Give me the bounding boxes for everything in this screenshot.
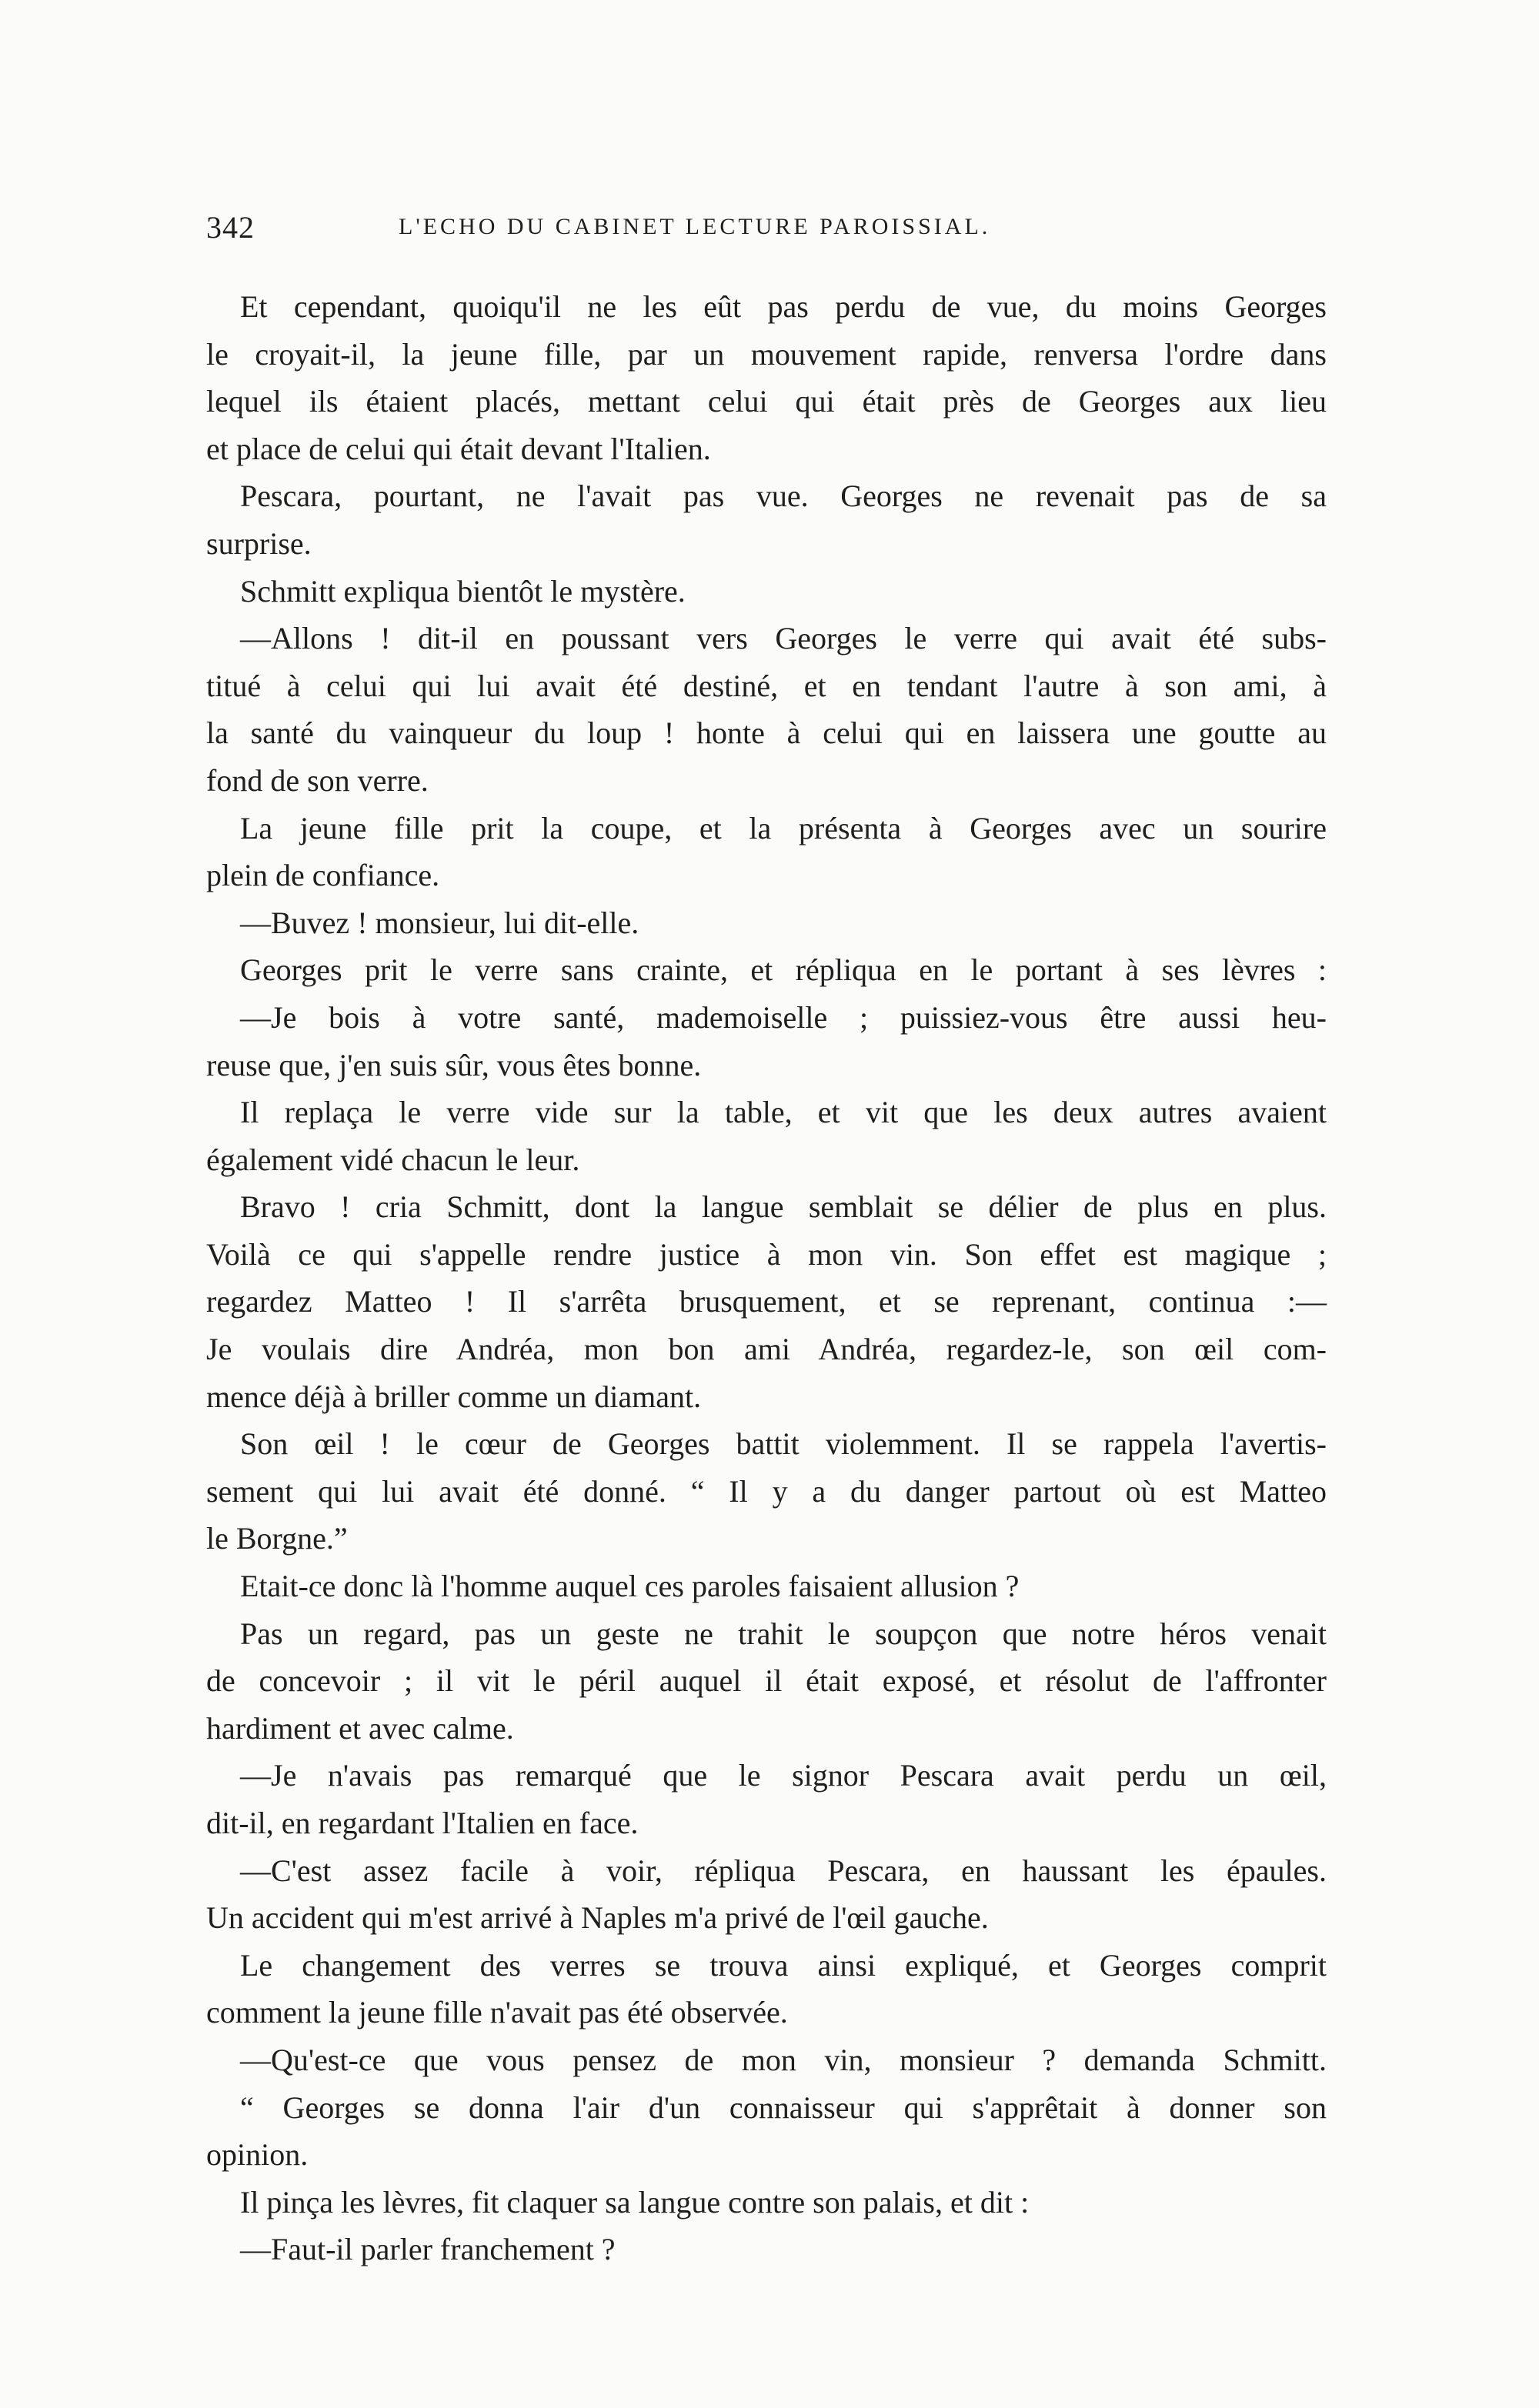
text-line: Je voulais dire Andréa, mon bon ami Andréa, regardez-le, son œil com-: [206, 1332, 1327, 1367]
text-line: Le changement des verres se trouva ainsi expliqué, et Georges comprit: [240, 1947, 1327, 1983]
text-line: également vidé chacun le leur.: [206, 1142, 580, 1177]
text-line: le croyait-il, la jeune fille, par un mouvement rapide, renversa l'ordre dans: [206, 336, 1327, 372]
text-line: la santé du vainqueur du loup ! honte à celui qui en laissera une goutte au: [206, 715, 1327, 751]
text-line: hardiment et avec calme.: [206, 1710, 514, 1746]
running-title: L'ECHO DU CABINET LECTURE PAROISSIAL.: [399, 214, 991, 239]
text-line: —Buvez ! monsieur, lui dit-elle.: [240, 905, 639, 940]
text-line: lequel ils étaient placés, mettant celui qui était près de Georges aux lieu: [206, 384, 1327, 419]
text-line: —Faut-il parler franchement ?: [240, 2232, 616, 2267]
text-line: —C'est assez facile à voir, répliqua Pescara, en haussant les épaules.: [240, 1853, 1327, 1888]
text-line: le Borgne.”: [206, 1521, 348, 1556]
text-line: “ Georges se donna l'air d'un connaisseur qui s'apprêtait à donner son: [240, 2089, 1327, 2125]
text-line: —Qu'est-ce que vous pensez de mon vin, monsieur ? demanda Schmitt.: [240, 2042, 1327, 2077]
text-line: Il pinça les lèvres, fit claquer sa langue contre son palais, et dit :: [240, 2184, 1030, 2220]
text-line: Pescara, pourtant, ne l'avait pas vue. Georges ne revenait pas de sa: [240, 479, 1327, 514]
text-line: Bravo ! cria Schmitt, dont la langue semblait se délier de plus en plus.: [240, 1189, 1327, 1225]
text-line: Georges prit le verre sans crainte, et répliqua en le portant à ses lèvres :: [240, 952, 1327, 988]
page-number: 342: [206, 210, 255, 245]
text-line: Voilà ce qui s'appelle rendre justice à mon vin. Son effet est magique ;: [206, 1236, 1327, 1272]
text-line: Pas un regard, pas un geste ne trahit le soupçon que notre héros venait: [240, 1616, 1327, 1651]
text-line: Il replaça le verre vide sur la table, et vit que les deux autres avaient: [240, 1095, 1327, 1130]
text-line: et place de celui qui était devant l'Italien.: [206, 431, 711, 466]
text-line: fond de son verre.: [206, 762, 429, 798]
text-line: opinion.: [206, 2137, 309, 2173]
text-line: Son œil ! le cœur de Georges battit violemment. Il se rappela l'avertis-: [240, 1426, 1327, 1462]
text-line: Etait-ce donc là l'homme auquel ces paroles faisaient allusion ?: [240, 1569, 1020, 1604]
text-line: —Je n'avais pas remarqué que le signor Pescara avait perdu un œil,: [240, 1758, 1327, 1793]
text-line: —Allons ! dit-il en poussant vers Georges le verre qui avait été subs-: [240, 621, 1327, 656]
text-line: regardez Matteo ! Il s'arrêta brusquement, et se reprenant, continua :—: [206, 1284, 1327, 1319]
text-line: surprise.: [206, 525, 312, 561]
text-line: sement qui lui avait été donné. “ Il y a du danger partout où est Matteo: [206, 1473, 1327, 1509]
body-text: [206, 283, 1327, 2273]
text-line: titué à celui qui lui avait été destiné, et en tendant l'autre à son ami, à: [206, 668, 1327, 703]
text-line: La jeune fille prit la coupe, et la présenta à Georges avec un sourire: [240, 810, 1327, 845]
page-header: [206, 209, 1327, 255]
text-line: plein de confiance.: [206, 858, 440, 893]
text-line: reuse que, j'en suis sûr, vous êtes bonne.: [206, 1047, 702, 1082]
text-line: dit-il, en regardant l'Italien en face.: [206, 1806, 639, 1840]
text-line: —Je bois à votre santé, mademoiselle ; puissiez-vous être aussi heu-: [240, 999, 1327, 1035]
text-line: de concevoir ; il vit le péril auquel il était exposé, et résolut de l'affronter: [206, 1663, 1327, 1699]
text-line: comment la jeune fille n'avait pas été observée.: [206, 1995, 788, 2030]
text-line: Un accident qui m'est arrivé à Naples m'a privé de l'œil gauche.: [206, 1900, 989, 1936]
text-line: Et cependant, quoiqu'il ne les eût pas perdu de vue, du moins Georges: [240, 289, 1327, 324]
text-line: Schmitt expliqua bientôt le mystère.: [240, 573, 686, 609]
text-line: mence déjà à briller comme un diamant.: [206, 1379, 702, 1414]
